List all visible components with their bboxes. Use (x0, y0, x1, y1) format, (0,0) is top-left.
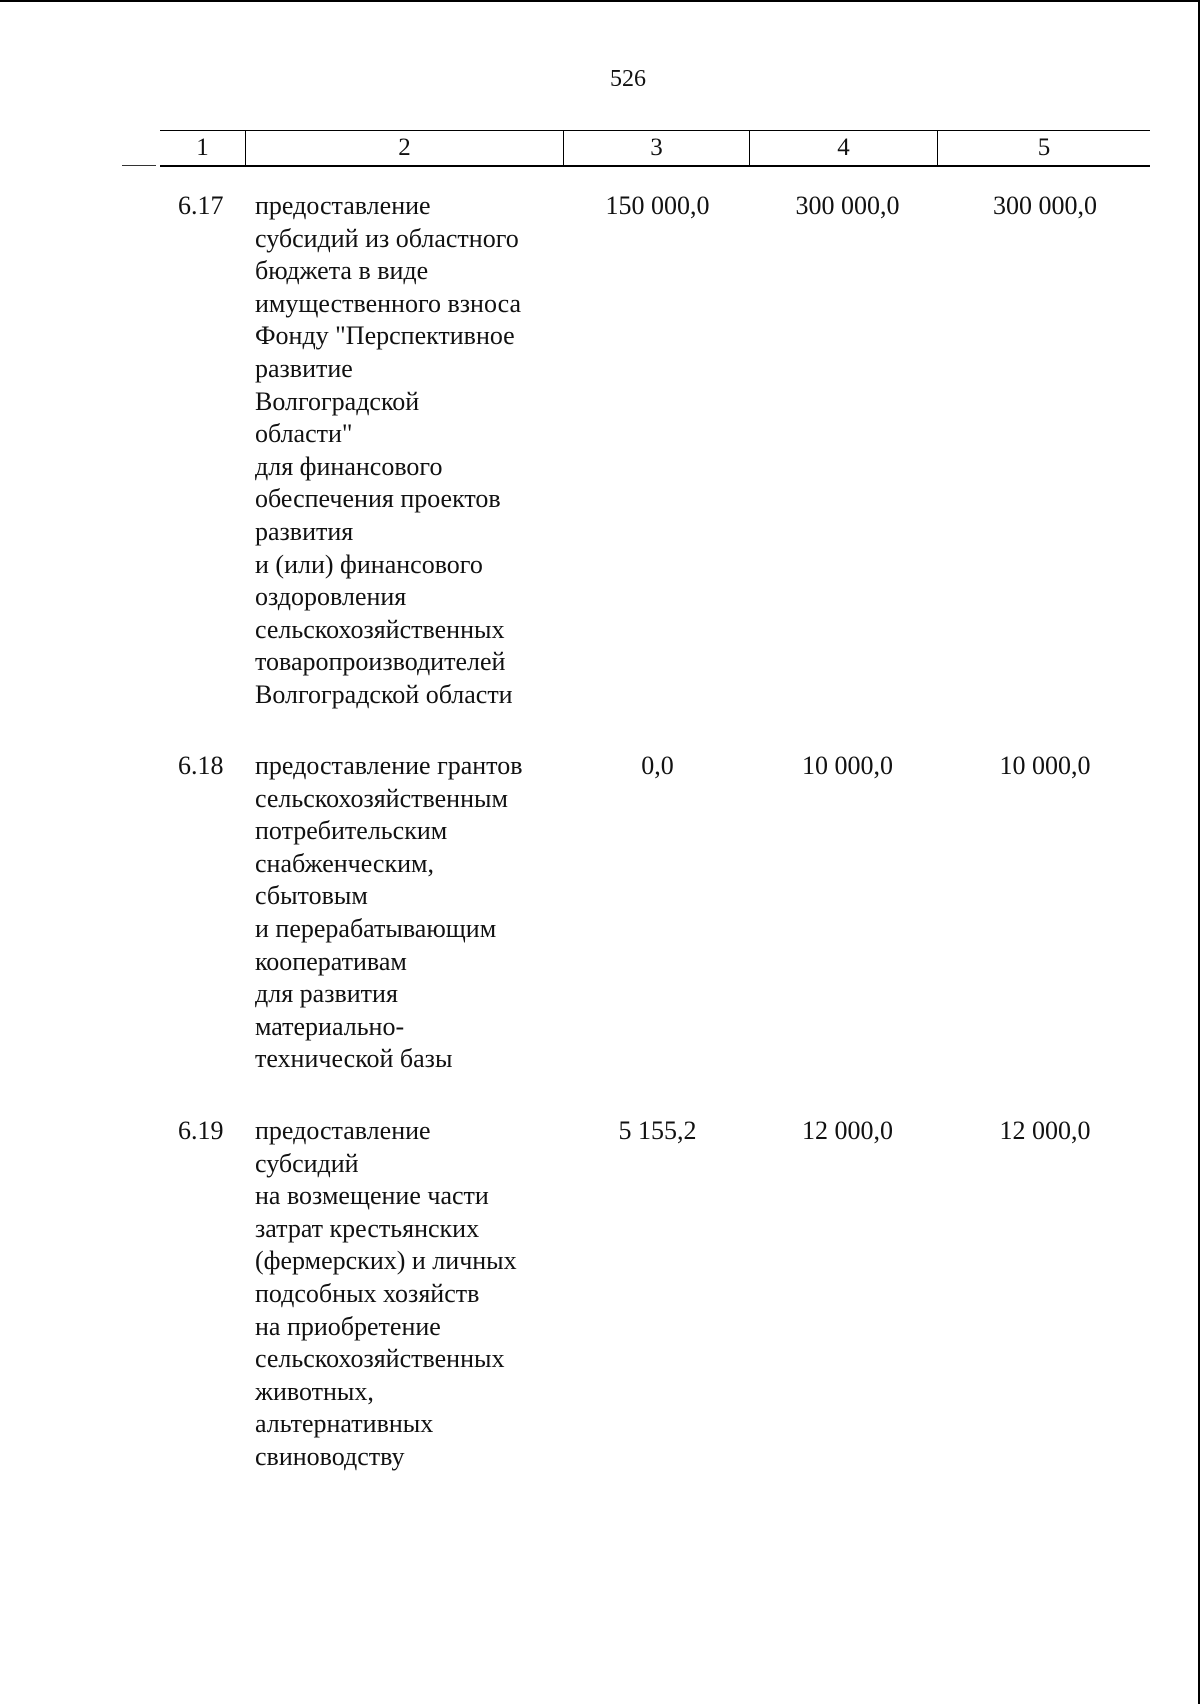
description-line: обеспечения проектов (255, 484, 501, 514)
column-header-1: 1 (160, 131, 246, 165)
column-header-5: 5 (1037, 134, 1051, 161)
description-line: имущественного взноса (255, 288, 521, 318)
row-value-col4: 12 000,0 (802, 1116, 893, 1145)
description-line: альтернативных (255, 1409, 434, 1439)
scan-border-top (0, 0, 1200, 2)
row-description (255, 750, 565, 1076)
row-value-col4: 10 000,0 (802, 751, 893, 780)
row-description (255, 1115, 565, 1474)
description-line: области" (255, 419, 353, 449)
description-line: оздоровления (255, 582, 407, 612)
description-line: Волгоградской (255, 386, 420, 416)
description-line: развитие (255, 353, 353, 383)
description-line: (фермерских) и личных (255, 1246, 517, 1276)
row-number: 6.17 (178, 191, 224, 220)
row-description (255, 190, 565, 712)
column-header-4: 4 (750, 131, 938, 165)
description-line: для финансового (255, 451, 443, 481)
row-value-col3: 150 000,0 (605, 191, 710, 220)
column-header-2: 2 (246, 131, 564, 165)
description-line: сельскохозяйственных (255, 1344, 505, 1374)
description-line: на приобретение (255, 1311, 441, 1341)
row-value-col3: 0,0 (641, 751, 674, 780)
description-line: для развития (255, 979, 398, 1009)
row-value-col5: 300 000,0 (993, 191, 1097, 220)
description-line: животных, (255, 1376, 374, 1406)
row-value-col5: 12 000,0 (999, 1116, 1091, 1145)
description-line: Фонду "Перспективное (255, 321, 515, 351)
description-line: сельскохозяйственных (255, 614, 505, 644)
row-number: 6.18 (178, 751, 224, 780)
description-line: субсидий из областного (255, 223, 519, 253)
description-line: материально- (255, 1011, 405, 1041)
description-line: сельскохозяйственным (255, 783, 508, 813)
description-line: Волгоградской области (255, 679, 513, 709)
margin-mark (122, 165, 156, 166)
page-number: 526 (610, 66, 646, 92)
description-line: кооперативам (255, 946, 407, 976)
description-line: предоставление (255, 191, 431, 220)
description-line: сбытовым (255, 881, 368, 911)
table-header-row (160, 130, 1150, 167)
row-value-col4: 300 000,0 (795, 191, 900, 220)
description-line: субсидий (255, 1148, 359, 1178)
description-line: снабженческим, (255, 848, 434, 878)
description-line: товаропроизводителей (255, 647, 506, 677)
column-header-3: 3 (564, 131, 750, 165)
row-value-col5: 10 000,0 (999, 751, 1091, 780)
row-number: 6.19 (178, 1116, 224, 1145)
description-line: потребительским (255, 816, 448, 846)
description-line: затрат крестьянских (255, 1213, 480, 1243)
row-value-col3: 5 155,2 (618, 1116, 697, 1145)
description-line: бюджета в виде (255, 256, 429, 286)
description-line: свиноводству (255, 1441, 405, 1471)
description-line: предоставление (255, 1116, 431, 1145)
description-line: технической базы (255, 1044, 453, 1074)
description-line: предоставление грантов (255, 751, 523, 780)
description-line: развития (255, 516, 354, 546)
description-line: подсобных хозяйств (255, 1278, 480, 1308)
description-line: и перерабатывающим (255, 913, 497, 943)
description-line: и (или) финансового (255, 549, 483, 579)
description-line: на возмещение части (255, 1181, 489, 1211)
